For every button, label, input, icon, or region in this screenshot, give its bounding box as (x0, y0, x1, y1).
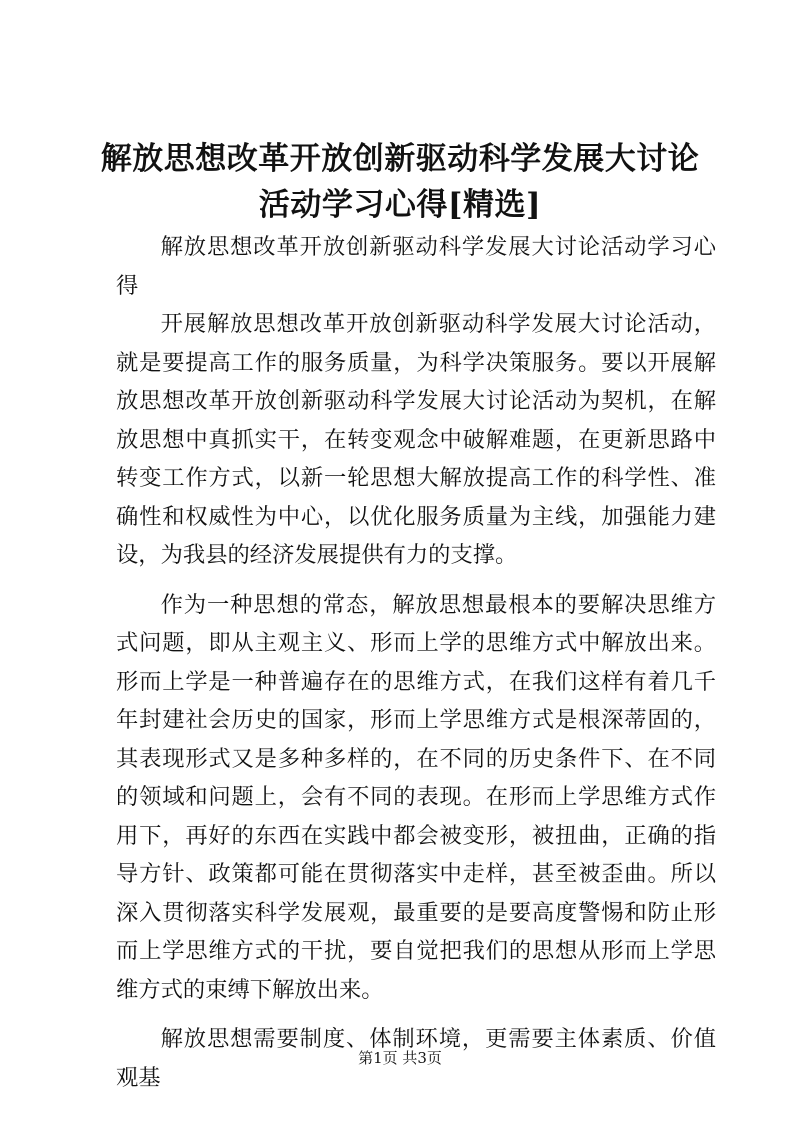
paragraph-gap (116, 1009, 716, 1020)
paragraph-3: 解放思想需要制度、体制环境，更需要主体素质、价值观基 (116, 1026, 716, 1091)
paragraph-1: 开展解放思想改革开放创新驱动科学发展大讨论活动，就是要提高工作的服务质量，为科学决策服务。要以开展解放思想改革开放创新驱动科学发展大讨论活动为契机，在解放思想中真抓实干，在转变观念中破解难题，在更新思路中转变工作方式，以新一轮思想大解放提高工作的科学性、准确性和权威性为中心，以优化服务质量为主线，加强能力建设，为我县的经济发展提供有力的支撑。 (116, 311, 716, 568)
document-title: 解放思想改革开放创新驱动科学发展大讨论活动学习心得[精选] (100, 141, 700, 223)
document-subtitle: 解放思想改革开放创新驱动科学发展大讨论活动学习心得 (116, 234, 716, 299)
document-body (116, 228, 716, 1097)
paragraph-2: 作为一种思想的常态，解放思想最根本的要解决思维方式问题，即从主观主义、形而上学的思维方式中解放出来。形而上学是一种普遍存在的思维方式，在我们这样有着几千年封建社会历史的国家，形而上学思维方式是根深蒂固的，其表现形式又是多种多样的，在不同的历史条件下、在不同的领域和问题上，会有不同的表现。在形而上学思维方式作用下，再好的东西在实践中都会被变形，被扭曲，正确的指导方针、政策都可能在贯彻落实中走样，甚至被歪曲。所以深入贯彻落实科学发展观，最重要的是要高度警惕和防止形而上学思维方式的干扰，要自觉把我们的思想从形而上学思维方式的束缚下解放出来。 (116, 591, 716, 1003)
page-number-footer: 第1页 共3页 (358, 1049, 442, 1067)
paragraph-gap (116, 575, 716, 586)
